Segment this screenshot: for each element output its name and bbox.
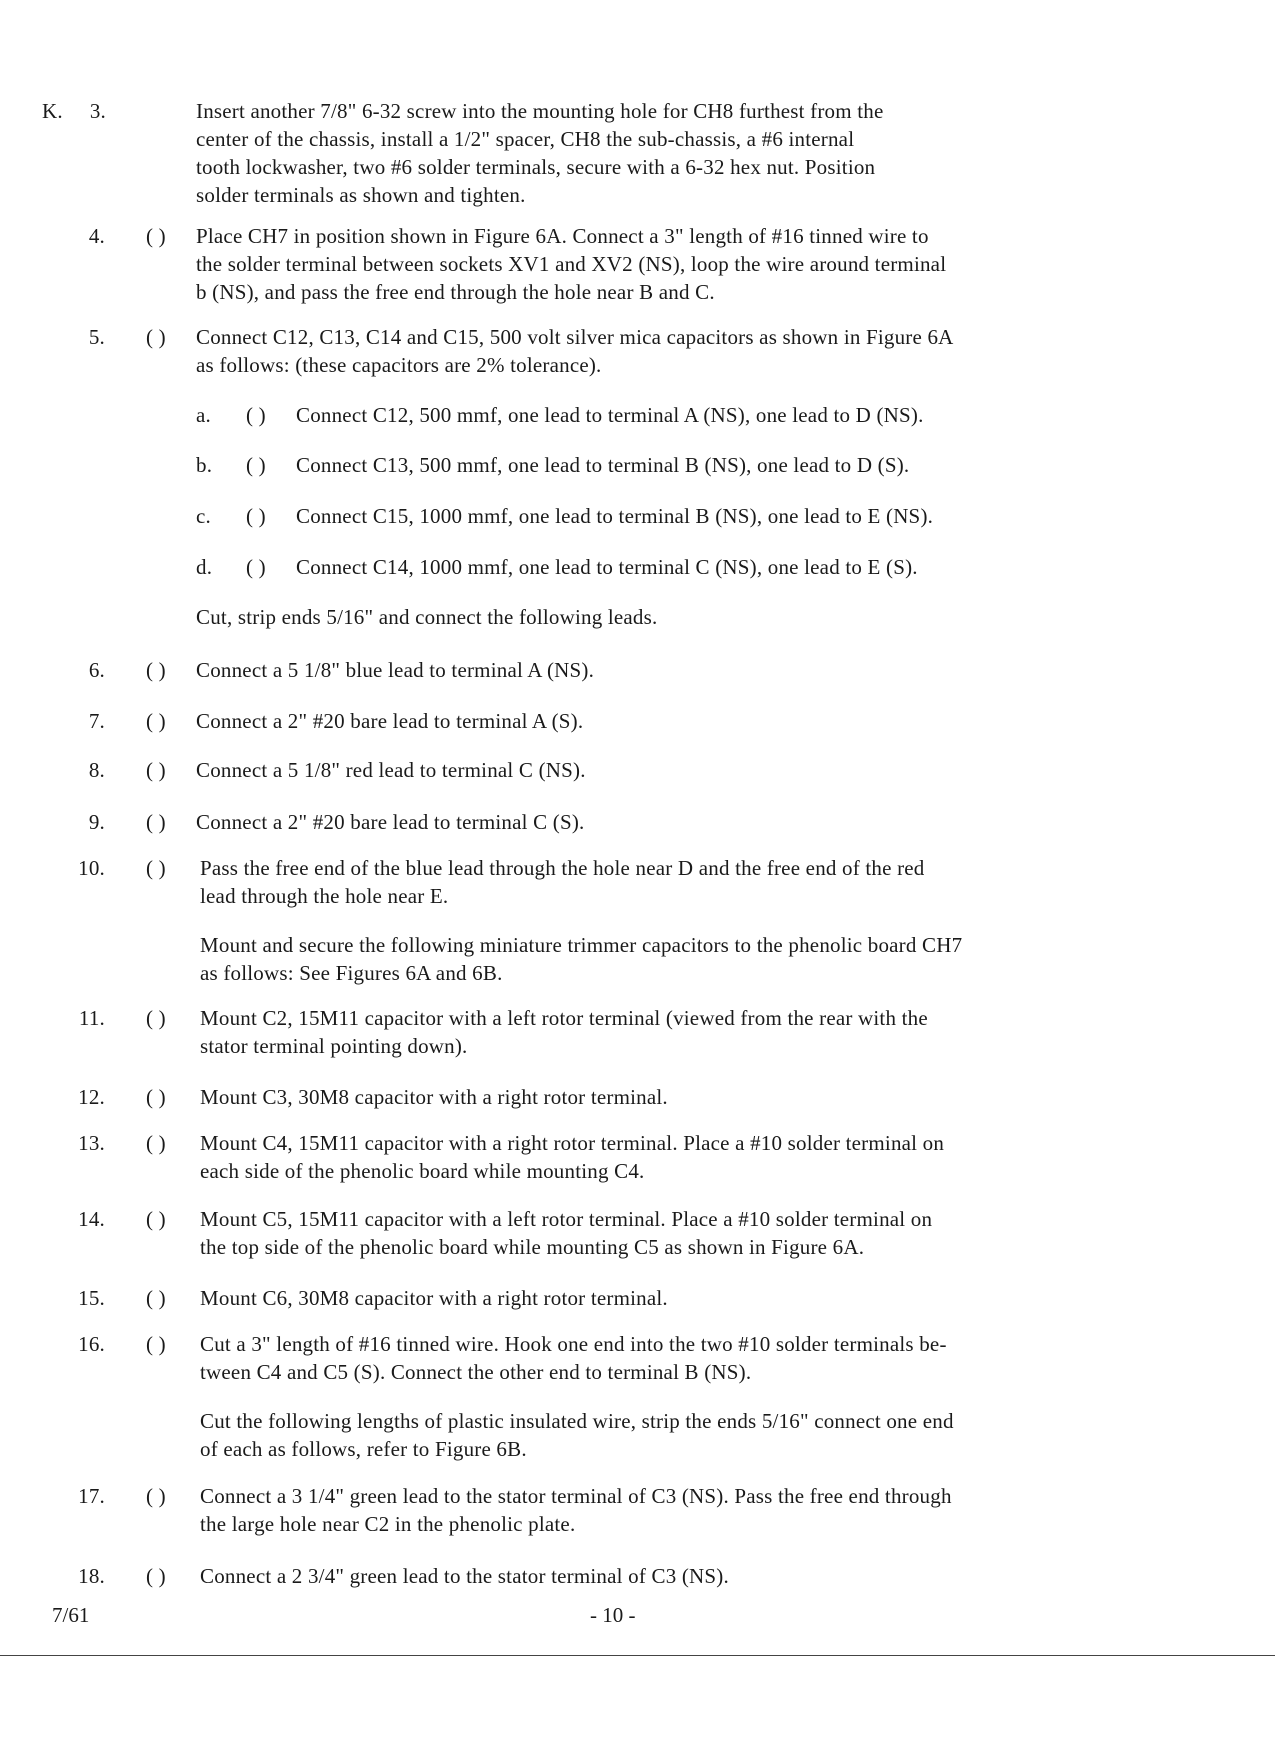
step-number: a. [196,403,211,427]
step-number: 11. [78,1006,105,1030]
step-text-line: the large hole near C2 in the phenolic plate. [200,1512,576,1536]
checkbox-parens[interactable]: ( ) [146,1484,166,1508]
checkbox-parens[interactable]: ( ) [246,453,266,477]
step-number: 10. [78,856,105,880]
step-number: c. [196,504,211,528]
step-number: 3. [89,99,106,123]
checkbox-parens[interactable]: ( ) [146,224,166,248]
step-text-line: Connect C14, 1000 mmf, one lead to terminal C (NS), one lead to E (S). [296,555,918,579]
step-text-line: solder terminals as shown and tighten. [196,183,526,207]
checkbox-parens[interactable]: ( ) [146,1131,166,1155]
checkbox-parens[interactable]: ( ) [146,1085,166,1109]
step-text-line: as follows: See Figures 6A and 6B. [200,961,503,985]
step-text-line: Mount C6, 30M8 capacitor with a right rotor terminal. [200,1286,668,1310]
step-number: d. [196,555,213,579]
checkbox-parens[interactable]: ( ) [146,810,166,834]
checkbox-parens[interactable]: ( ) [146,325,166,349]
step-text-line: tween C4 and C5 (S). Connect the other end to terminal B (NS). [200,1360,752,1384]
checkbox-parens[interactable]: ( ) [146,758,166,782]
checkbox-parens[interactable]: ( ) [146,1006,166,1030]
step-number: 8. [88,758,105,782]
checkbox-parens[interactable]: ( ) [146,1332,166,1356]
step-number: 13. [78,1131,105,1155]
step-number: 16. [78,1332,105,1356]
step-text-line: Place CH7 in position shown in Figure 6A. Connect a 3" length of #16 tinned wire to [196,224,929,248]
step-number: 17. [78,1484,105,1508]
step-text-line: the solder terminal between sockets XV1 and XV2 (NS), loop the wire around terminal [196,252,947,276]
checkbox-parens[interactable]: ( ) [146,709,166,733]
step-number: 7. [88,709,105,733]
checkbox-parens[interactable]: ( ) [246,504,266,528]
step-text-line: Connect C13, 500 mmf, one lead to terminal B (NS), one lead to D (S). [296,453,910,477]
step-number: b. [196,453,213,477]
step-number: 5. [88,325,105,349]
checkbox-parens[interactable]: ( ) [146,658,166,682]
step-number: 12. [78,1085,105,1109]
step-text-line: Cut, strip ends 5/16" and connect the following leads. [196,605,658,629]
step-text-line: Mount C2, 15M11 capacitor with a left rotor terminal (viewed from the rear with the [200,1006,928,1030]
checkbox-parens[interactable]: ( ) [146,1286,166,1310]
step-text-line: Mount C3, 30M8 capacitor with a right rotor terminal. [200,1085,668,1109]
footer-rule [0,1655,1275,1656]
step-number: 9. [88,810,105,834]
step-number: 6. [88,658,105,682]
step-text-line: Insert another 7/8" 6-32 screw into the mounting hole for CH8 furthest from the [196,99,884,123]
step-text-line: Connect C12, C13, C14 and C15, 500 volt silver mica capacitors as shown in Figure 6A [196,325,954,349]
step-text-line: as follows: (these capacitors are 2% tolerance). [196,353,602,377]
checkbox-parens[interactable]: ( ) [146,1207,166,1231]
step-text-line: Connect a 3 1/4" green lead to the stator terminal of C3 (NS). Pass the free end through [200,1484,952,1508]
step-number: 18. [78,1564,105,1588]
step-text-line: tooth lockwasher, two #6 solder terminals, secure with a 6-32 hex nut. Position [196,155,876,179]
step-text-line: Connect a 2 3/4" green lead to the stator terminal of C3 (NS). [200,1564,729,1588]
step-text-line: Mount C5, 15M11 capacitor with a left rotor terminal. Place a #10 solder terminal on [200,1207,933,1231]
step-number: 14. [78,1207,105,1231]
step-text-line: Cut a 3" length of #16 tinned wire. Hook one end into the two #10 solder terminals be- [200,1332,947,1356]
step-text-line: Mount and secure the following miniature trimmer capacitors to the phenolic board CH7 [200,933,963,957]
step-text-line: b (NS), and pass the free end through the hole near B and C. [196,280,715,304]
footer-date: 7/61 [52,1603,90,1627]
step-text-line: stator terminal pointing down). [200,1034,468,1058]
checkbox-parens[interactable]: ( ) [146,856,166,880]
step-text-line: Connect C15, 1000 mmf, one lead to terminal B (NS), one lead to E (NS). [296,504,934,528]
step-text-line: of each as follows, refer to Figure 6B. [200,1437,527,1461]
step-text-line: Connect C12, 500 mmf, one lead to terminal A (NS), one lead to D (NS). [296,403,924,427]
step-number: 15. [78,1286,105,1310]
step-text-line: Mount C4, 15M11 capacitor with a right rotor terminal. Place a #10 solder terminal on [200,1131,945,1155]
checkbox-parens[interactable]: ( ) [246,555,266,579]
section-letter: K. [42,99,63,123]
step-text-line: Cut the following lengths of plastic insulated wire, strip the ends 5/16" connect one end [200,1409,954,1433]
step-number: 4. [88,224,105,248]
step-text-line: each side of the phenolic board while mounting C4. [200,1159,645,1183]
step-text-line: the top side of the phenolic board while mounting C5 as shown in Figure 6A. [200,1235,865,1259]
step-text-line: Connect a 5 1/8" blue lead to terminal A (NS). [196,658,595,682]
checkbox-parens[interactable]: ( ) [246,403,266,427]
step-text-line: lead through the hole near E. [200,884,449,908]
checkbox-parens[interactable]: ( ) [146,1564,166,1588]
step-text-line: Connect a 2" #20 bare lead to terminal A (S). [196,709,584,733]
page-number: - 10 - [590,1603,636,1627]
step-text-line: Connect a 2" #20 bare lead to terminal C (S). [196,810,585,834]
step-text-line: center of the chassis, install a 1/2" spacer, CH8 the sub-chassis, a #6 internal [196,127,855,151]
step-text-line: Pass the free end of the blue lead through the hole near D and the free end of the red [200,856,925,880]
step-text-line: Connect a 5 1/8" red lead to terminal C (NS). [196,758,586,782]
